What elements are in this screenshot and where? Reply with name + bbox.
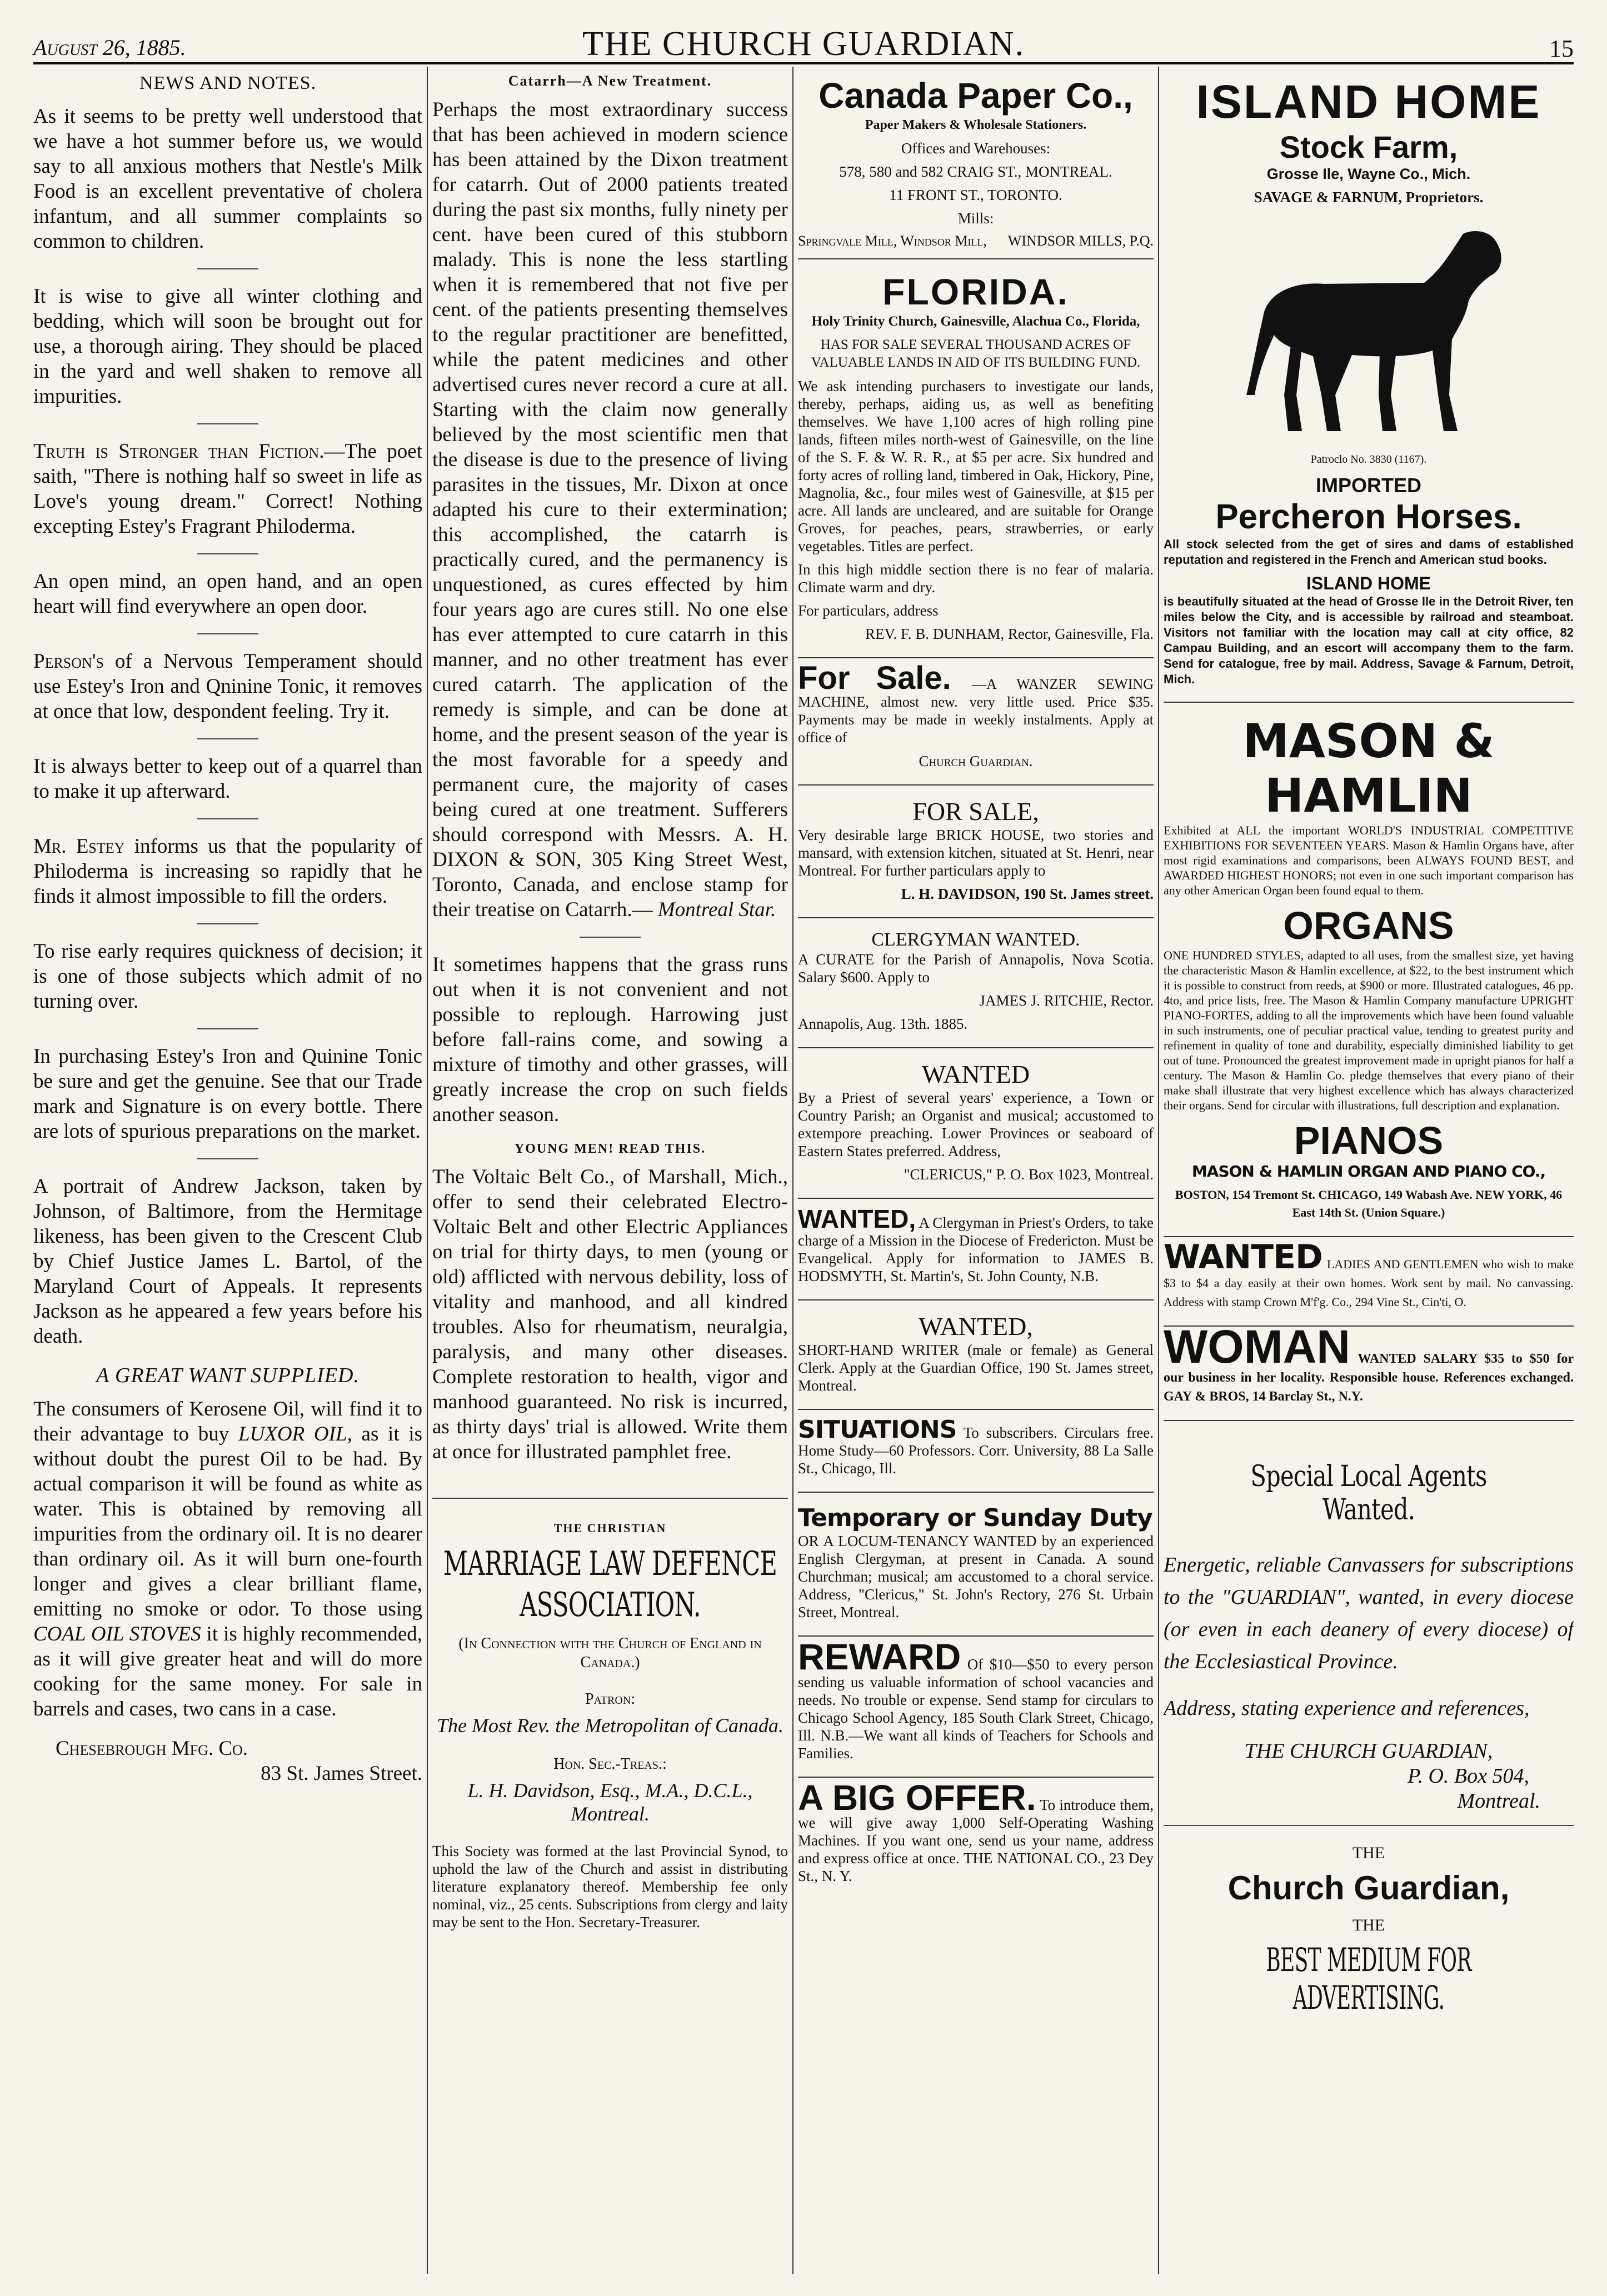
ad-label: Hon. Sec.-Treas.:: [553, 1755, 667, 1773]
page-header: [33, 22, 1574, 67]
newspaper-title: THE CHURCH GUARDIAN.: [582, 25, 1025, 63]
news-paragraph: In purchasing Estey's Iron and Quinine Tonic be sure and get the genuine. See that our Trade mark and Signature is on every bottle. There are lots of spurious preparations on the market.: [33, 1045, 422, 1143]
ad-signature: Church Guardian.: [919, 753, 1033, 769]
ad-title: FLORIDA.: [882, 271, 1069, 312]
product-name: LUXOR OIL,: [238, 1423, 352, 1445]
news-paragraph: [33, 834, 422, 909]
column-classifieds: [798, 69, 1154, 2274]
ad-title: SITUATIONS: [798, 1415, 957, 1444]
body-text: as it is without doubt the purest Oil to be had. By actual comparison it will be found as white as water. This is obtained by removing all impurities from the ordinary oil. It is no dearer than ordinary oil. As it will burn one-fourth longer and gives a clear brilliant flame, emitting no smoke or odor. To those using: [33, 1423, 422, 1620]
ad-clergyman-wanted: [798, 924, 1154, 1048]
news-paragraph: It is always better to keep out of a quarrel than to make it up afterward.: [33, 755, 422, 803]
body-text: The consumers of Kerosene Oil, will find it to their advantage to buy: [33, 1398, 422, 1445]
ad-title: FOR SALE,: [912, 797, 1039, 826]
ad-text: Offices and Warehouses:: [901, 140, 1051, 157]
ad-wanted-ladies: [1164, 1238, 1574, 1327]
ad-situations: [798, 1415, 1154, 1493]
ad-florida: [798, 265, 1154, 658]
ad-text: WINDSOR MILLS, P.Q.: [1007, 233, 1154, 249]
ad-title: WANTED: [921, 1060, 1030, 1088]
ad-for-sale-house: [798, 791, 1154, 918]
ad-text: For particulars, address: [798, 602, 939, 619]
subheading: A GREAT WANT SUPPLIED.: [96, 1364, 360, 1387]
ad-signature: Montreal.: [1457, 1789, 1540, 1813]
ad-for-sale-machine: [798, 660, 1154, 786]
ad-signature: "CLERICUS," P. O. Box 1023, Montreal.: [904, 1166, 1154, 1183]
article-paragraph: The Voltaic Belt Co., of Marshall, Mich., offer to send their celebrated Electro-Voltaic Belt and other Electric Appliances on trial for thirty days, to men (young or old) afflicted with nervous debility, loss of vitality and manhood, and all kindred troubles. Also for rheumatism, neuralgia, paralysis, and many other diseases. Complete restoration to health, vigor and manhood guaranteed. No risk is incurred, as thirty days' trial is allowed. Write them at once for illustrated pamphlet free.: [432, 1165, 788, 1463]
ad-body: This Society was formed at the last Provincial Synod, to uphold the law of the Church and assist in distributing literature explanatory thereof. Membership fee only nominal, viz., 25 cents. Subscriptions from clergy and laity may be sent to the Hon. Secretary-Treasurer.: [432, 1843, 788, 1930]
ad-title: BEST MEDIUM FOR ADVERTISING.: [1266, 1941, 1471, 2017]
ad-pianos: PIANOS: [1294, 1119, 1444, 1162]
separator: [197, 423, 258, 424]
ad-organs: ORGANS: [1283, 904, 1454, 947]
lead-text: Person's: [33, 650, 104, 673]
column-rule: [427, 67, 428, 2274]
separator: [432, 1498, 788, 1499]
news-paragraph: [33, 439, 422, 539]
ad-text: Of $10—$50 to every person sending us valuable information of school vacancies and needs. No trouble or expense. Send stamp for circulars to Chicago School Agency, 185 South Clark Street, Chicago, Ill. N.B.—We want all kinds of Teachers for Schools and Families.: [798, 1656, 1154, 1762]
ad-text: By a Priest of several years' experience, a Town or Country Parish; an Organist and musical; accustomed to extempore preaching. Lower Provinces or seaboard of Eastern States preferred. Address,: [798, 1089, 1154, 1159]
news-paragraph: An open mind, an open hand, and an open heart will find everywhere an open door.: [33, 570, 422, 618]
ad-title: Special Local Agents Wanted.: [1250, 1460, 1487, 1527]
separator: [1164, 1825, 1574, 1826]
body-text: —The poet saith, "There is nothing half so sweet in life as Love's young dream." Correct! Nothing excepting Estey's Fragrant Philoderma.: [33, 440, 422, 538]
ad-title: CLERGYMAN WANTED.: [871, 929, 1080, 950]
ad-canada-paper: [798, 69, 1154, 259]
ad-text: HAS FOR SALE SEVERAL THOUSAND ACRES OF VALUABLE LANDS IN AID OF ITS BUILDING FUND.: [811, 337, 1141, 370]
ad-connection: (In Connection with the Church of England in Canada.): [458, 1635, 762, 1671]
ad-text: A CURATE for the Parish of Annapolis, Nova Scotia. Salary $600. Apply to: [798, 951, 1154, 986]
news-paragraph: [33, 649, 422, 724]
ad-text: —A WANZER SEWING MACHINE, almost new. very little used. Price $35. Payments may be made in weekly instalments. Apply at office of: [798, 676, 1154, 746]
lead-text: Mr. Estey: [33, 835, 125, 858]
separator: [197, 818, 258, 819]
ad-text: To subscribers. Circulars free. Home Study—60 Professors. Corr. University, 88 La Salle St., Chicago, Ill.: [798, 1424, 1154, 1477]
ad-subtitle: Holy Trinity Church, Gainesville, Alachua Co., Florida,: [811, 314, 1140, 329]
ad-text: Energetic, reliable Canvassers for subscriptions to the "GUARDIAN", wanted, in every diocese (or even in each deanery of every diocese) of the Ecclesiastical Province.: [1164, 1553, 1574, 1673]
lead-text: Truth is Stronger than Fiction.: [33, 440, 325, 463]
ad-big-offer: [798, 1778, 1154, 1899]
subheading: YOUNG MEN! READ THIS.: [514, 1142, 706, 1156]
separator: [197, 923, 258, 924]
ad-title: REWARD: [798, 1636, 961, 1677]
news-paragraph: To rise early requires quickness of decision; it is one of those subjects which admit of no turning over.: [33, 940, 422, 1013]
ad-title: A BIG OFFER.: [798, 1778, 1036, 1818]
ad-signature: P. O. Box 504,: [1408, 1764, 1529, 1788]
ad-text: ONE HUNDRED STYLES, adapted to all uses, from the smallest size, yet having the characteristic Mason & Hamlin excellence, at $22, to the best instrument which it is possible to construct from reeds, at $900 or more. Illustrated catalogues, 46 pp. 4to, and price lists, free. The Mason & Hamlin Company manufacture UPRIGHT PIANO-FORTES, adding to all the improvements which have been found valuable in such instruments, one of peculiar practical value, tending to greatest purity and refinement in quality of tone and durability, especially diminished liability to get out of tune. Pronounced the greatest improvement made in upright pianos for half a century. The Mason & Hamlin Co. pledge themselves that every piano of their make shall illustrate that very highest excellence which has always characterized their organs. Send for circular with illustrations, full description and explanation.: [1164, 948, 1574, 1112]
column-advertisements: [1164, 69, 1574, 2274]
ad-text: LADIES AND GENTLEMEN who wish to make $3 to $4 a day easily at their own homes. Work sent by mail. No canvassing. Address with stamp Crown M'f'g. Co., 294 Vine St., Cin'ti, O.: [1164, 1257, 1574, 1309]
ad-secretary: L. H. Davidson, Esq., M.A., D.C.L., Montreal.: [467, 1779, 753, 1825]
article-paragraph: It sometimes happens that the grass runs out when it is not convenient and not possible to replough. Harrowing just before fall-rains come, and sowing a mixture of timothy and other grasses, will greatly increase the crop on such fields another season.: [432, 953, 788, 1126]
ad-text: 11 FRONT ST., TORONTO.: [889, 187, 1062, 203]
ad-title: Temporary or Sunday Duty: [798, 1504, 1152, 1532]
column-news-notes: [33, 69, 422, 2274]
ad-text: Mills:: [957, 210, 994, 227]
ad-text: We ask intending purchasers to investigate our lands, thereby, perhaps, aiding us, as well as benefiting themselves. We have 1,100 acres of high rolling pine lands, fifteen miles north-west of Gainesville, on the line of the S. F. & W. R. R., at $5 per acre. Six hundred and forty acres of rolling land, timbered in Oak, Hickory, Pine, Magnolia, &c., four miles west of Gainesville, at $15 per acre. All lands are uncleared, and are suitable for Orange Groves, for peaches, pears, strawberries, or early vegetables. Titles are perfect.: [798, 378, 1154, 554]
ad-title: WANTED: [1164, 1238, 1322, 1277]
ad-wanted-clergyman: [798, 1204, 1154, 1300]
ad-signature: L. H. DAVIDSON, 190 St. James street.: [901, 886, 1154, 902]
ad-text: THE: [1352, 1844, 1385, 1862]
separator: [197, 553, 258, 554]
ad-subtitle: ISLAND HOME: [1306, 573, 1431, 593]
column-rule: [792, 67, 793, 2274]
separator: [197, 633, 258, 634]
ad-special-agents: [1164, 1427, 1574, 2017]
ad-subtitle: Paper Makers & Wholesale Stationers.: [865, 118, 1087, 132]
section-heading: NEWS AND NOTES.: [139, 73, 317, 93]
ad-mills-row: [798, 233, 1154, 249]
ad-text: Springvale Mill, Windsor Mill,: [798, 233, 987, 249]
ad-title: MASON & HAMLIN: [1242, 714, 1495, 823]
article-paragraph: [432, 97, 788, 922]
ad-wanted-shorthand: [798, 1306, 1154, 1410]
ad-subtitle: Stock Farm,: [1279, 129, 1458, 164]
ad-address: BOSTON, 154 Tremont St. CHICAGO, 149 Wabash Ave. NEW YORK, 46 East 14th St. (Union Square.): [1175, 1188, 1563, 1219]
signature: Chesebrough Mfg. Co.: [56, 1737, 248, 1760]
section-heading: Catarrh—A New Treatment.: [508, 73, 712, 89]
separator: [197, 1028, 258, 1029]
ad-text: Exhibited at ALL the important WORLD'S INDUSTRIAL COMPETITIVE EXHIBITIONS FOR SEVENTEEN YEARS. Mason & Hamlin Organs have, after most rigid examinations and comparisons, been ALWAYS FOUND BEST, and AWARDED HIGHEST HONORS; not even in one such important comparison has any other American Organ been found equal to them.: [1164, 823, 1574, 897]
ad-caption: Patroclo No. 3830 (1167).: [1310, 453, 1427, 466]
ad-temporary-duty: [798, 1498, 1154, 1637]
news-paragraph: [33, 1397, 422, 1722]
ad-text: Grosse Ile, Wayne Co., Mich.: [1266, 166, 1471, 182]
separator: [197, 738, 258, 739]
ad-title: MARRIAGE LAW DEFENCE ASSOCIATION.: [443, 1544, 777, 1624]
ad-text: is beautifully situated at the head of Grosse Ile in the Detroit River, ten miles below the City, and is accessible by railroad and steamboat. Visitors not familiar with the location may call at city office, 82 Campau Building, and an escort will accompany them to the farm. Send for catalogue, free by mail. Address, Savage & Farnum, Detroit, Mich.: [1164, 594, 1574, 686]
ad-title: For Sale.: [798, 660, 951, 696]
ad-reward: [798, 1636, 1154, 1778]
ad-text: In this high middle section there is no fear of malaria. Climate warm and dry.: [798, 561, 1154, 596]
ad-text: Annapolis, Aug. 13th. 1885.: [798, 1016, 968, 1032]
body-text: informs us that the popularity of Philoderma is increasing so rapidly that he finds it almost impossible to fill the orders.: [33, 835, 422, 908]
ad-title: ISLAND HOME: [1196, 76, 1541, 128]
ad-text: Very desirable large BRICK HOUSE, two stories and mansard, with extension kitchen, situated at St. Henri, near Montreal. For further particulars apply to: [798, 827, 1154, 879]
page-number: 15: [1549, 35, 1574, 62]
ad-island-home: [1164, 69, 1574, 703]
ad-company: MASON & HAMLIN ORGAN AND PIANO CO.,: [1191, 1162, 1546, 1180]
ad-title: WANTED,: [798, 1204, 916, 1233]
ad-text: WANTED SALARY $35 to $50 for our business in her locality. Responsible house. References exchanged. GAY & BROS, 14 Barclay St., N.Y.: [1164, 1352, 1574, 1404]
news-paragraph: As it seems to be pretty well understood that we have a hot summer before us, we would say to all anxious mothers that Nestle's Milk Food is an excellent preventative of cholera infantum, and all summer complaints so common to children.: [33, 105, 422, 253]
news-paragraph: A portrait of Andrew Jackson, taken by Johnson, of Baltimore, from the Hermitage likeness, has been given to the Crescent Club by Chief Justice James L. Bartol, of the Maryland Court of Appeals. It represents Jackson as he appeared a few years before his death.: [33, 1175, 422, 1348]
ad-imported: IMPORTED: [1315, 474, 1421, 497]
separator: [580, 937, 641, 938]
ad-signature: THE CHURCH GUARDIAN,: [1244, 1739, 1493, 1763]
ad-woman-wanted: [1164, 1320, 1574, 1421]
ad-text: OR A LOCUM-TENANCY WANTED by an experienced English Clergyman, at present in Canada. A sound Churchman; musical; am accustomed to a choral service. Address, "Clericus," St. John's Rectory, 276 St. Urbain Street, Montreal.: [798, 1533, 1154, 1620]
ad-text: 578, 580 and 582 CRAIG ST., MONTREAL.: [839, 163, 1112, 180]
issue-date: August 26, 1885.: [33, 35, 186, 60]
ad-text: THE: [1352, 1916, 1385, 1934]
body-text: it is highly recommended, as it will give greater heat and will do more cooking for the same money. For sale in barrels and cases, two cans in a case.: [33, 1623, 422, 1720]
ad-text: SHORT-HAND WRITER (male or female) as General Clerk. Apply at the Guardian Office, 190 St. James street, Montreal.: [798, 1342, 1154, 1394]
ad-wanted-parish: [798, 1054, 1154, 1199]
ad-label: Patron:: [585, 1690, 636, 1708]
ad-title: WOMAN: [1164, 1320, 1350, 1373]
ad-text: A Clergyman in Priest's Orders, to take charge of a Mission in the Diocese of Fredericton. Must be Evangelical. Apply for information to JAMES B. HODSMYTH, St. Martin's, St. John County, N.B.: [798, 1214, 1154, 1284]
ad-text: Address, stating experience and references,: [1164, 1697, 1530, 1720]
ad-title: WANTED,: [919, 1312, 1033, 1340]
source-credit: Montreal Star.: [657, 898, 776, 921]
ad-mason-hamlin: [1164, 708, 1574, 1237]
ad-text: To introduce them, we will give away 1,000 Self-Operating Washing Machines. If you want one, send us your name, address and express office at once. THE NATIONAL CO., 23 Dey St., N. Y.: [798, 1797, 1154, 1884]
product-name: COAL OIL STOVES: [33, 1623, 201, 1645]
news-paragraph: It is wise to give all winter clothing and bedding, which will soon be brought out for use, a thorough airing. They should be placed in the yard and well shaken to remove all impurities.: [33, 285, 422, 408]
column-catarrh: [432, 69, 788, 2274]
ad-signature: REV. F. B. DUNHAM, Rector, Gainesville, Fla.: [865, 626, 1154, 642]
header-rule: [33, 62, 1574, 64]
ad-title: Canada Paper Co.,: [819, 76, 1133, 116]
horse-illustration: [1213, 212, 1524, 445]
ad-title: Percheron Horses.: [1215, 498, 1522, 536]
ad-signature: JAMES J. RITCHIE, Rector.: [979, 992, 1154, 1009]
ad-small-heading: THE CHRISTIAN: [553, 1521, 667, 1535]
body-text: Perhaps the most extraordinary success that has been achieved in modern science has been attained by the Dixon treatment for catarrh. Out of 2000 patients treated during the past six months, fully ninety per cent. have been cured of this stubborn malady. This is none the less startling when it is remembered that not five per cent. of the patients presenting themselves to the regular practitioner are benefitted, while the patent medicines and other advertised cures never record a cure at all. Starting with the claim now generally believed by the most scientific men that the disease is due to the presence of living parasites in the tissues, Mr. Dixon at once adapted his cure to their extermination; this accomplished, the catarrh is practically cured, and the permanency is unquestioned, as cures effected by him four years ago are cures still. No one else has ever attempted to cure catarrh in this manner, and no other treatment has ever cured catarrh. The application of the remedy is simple, and can be done at home, and the present season of the year is the most favorable for a speedy and permanent cure, the majority of cases being cured at one treatment. Sufferers should correspond with Messrs. A. H. DIXON & SON, 305 King Street West, Toronto, Canada, and enclose stamp for their treatise on Catarrh.—: [432, 98, 788, 921]
column-rule: [1158, 67, 1159, 2274]
ad-title: Church Guardian,: [1227, 1869, 1510, 1907]
separator: [197, 268, 258, 269]
ad-text: SAVAGE & FARNUM, Proprietors.: [1254, 189, 1484, 206]
ad-patron: The Most Rev. the Metropolitan of Canada.: [437, 1714, 783, 1737]
separator: [197, 1158, 258, 1159]
ad-text: All stock selected from the get of sires and dams of established reputation and registered in the French and American stud books.: [1164, 537, 1574, 567]
body-text: of a Nervous Temperament should use Estey's Iron and Qninine Tonic, it removes at once that low, despondent feeling. Try it.: [33, 650, 422, 723]
signature-address: 83 St. James Street.: [261, 1762, 422, 1785]
